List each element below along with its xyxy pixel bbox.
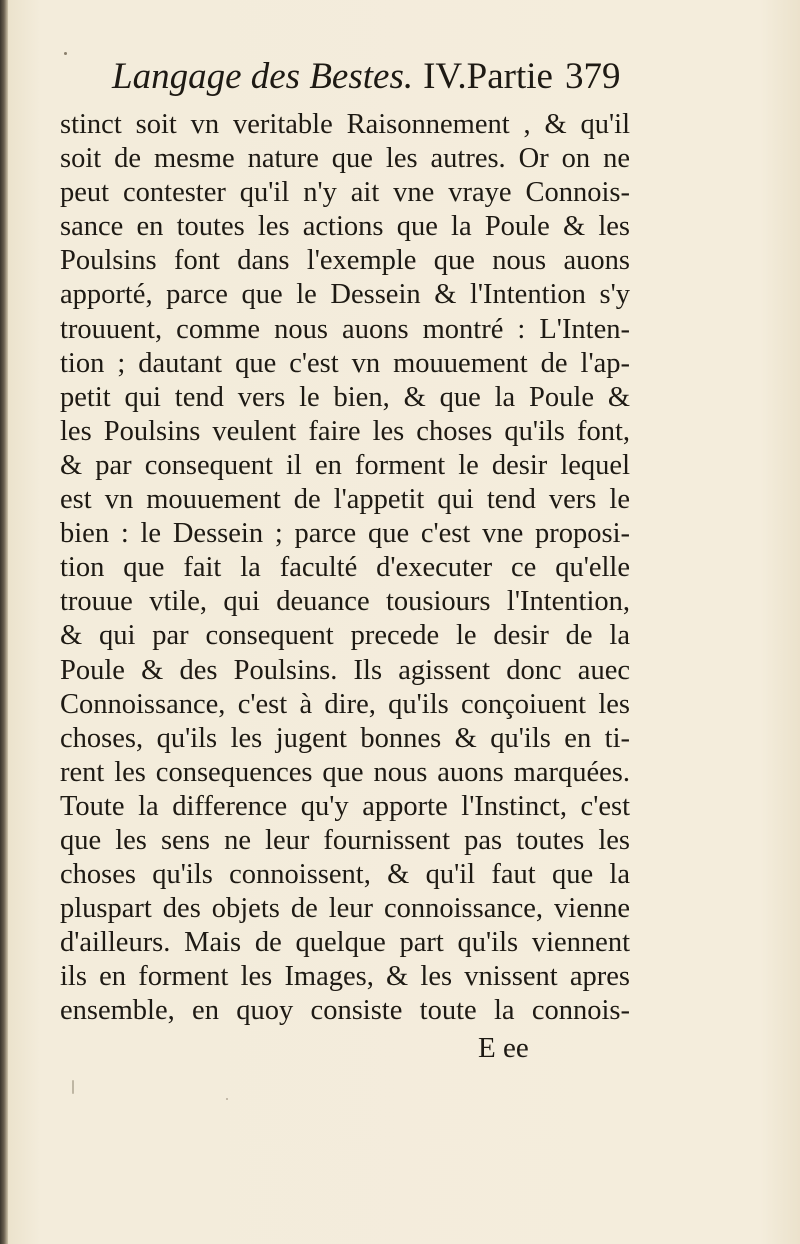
- text-line: & qui par consequent precede le desir de la: [60, 620, 630, 652]
- text-line: soit de mesme nature que les autres. Or on ne: [60, 143, 630, 175]
- text-line: tion que fait la faculté d'executer ce qu'elle: [60, 552, 630, 584]
- text-line: ensemble, en quoy consiste toute la connois-: [60, 995, 630, 1027]
- text-line: Poule & des Poulsins. Ils agissent donc auec: [60, 654, 630, 686]
- part-label: IV.Partie: [423, 56, 553, 97]
- page-gutter-shadow: [0, 0, 8, 1244]
- text-line: choses, qu'ils les jugent bonnes & qu'ils en ti-: [60, 722, 630, 754]
- page-number: 379: [564, 56, 621, 97]
- text-line: sance en toutes les actions que la Poule & les: [60, 211, 630, 243]
- text-line: choses qu'ils connoissent, & qu'il faut que la: [60, 859, 630, 891]
- text-line: petit qui tend vers le bien, & que la Poule &: [60, 381, 630, 413]
- text-line: stinct soit vn veritable Raisonnement , & qu'il: [60, 109, 630, 140]
- text-line: que les sens ne leur fournissent pas toutes les: [60, 824, 630, 856]
- text-line: peut contester qu'il n'y ait vne vraye Connois-: [60, 177, 630, 209]
- text-line: Poulsins font dans l'exemple que nous auons: [60, 245, 630, 277]
- running-header: [112, 52, 652, 102]
- catchword: E ee: [478, 1032, 529, 1064]
- paper-speck: [226, 1098, 228, 1100]
- text-line: & par consequent il en forment le desir lequel: [60, 449, 630, 481]
- paper-speck: [64, 52, 67, 55]
- text-line: pluspart des objets de leur connoissance, vienne: [60, 893, 630, 925]
- body-text: [60, 108, 630, 1029]
- text-line: Toute la difference qu'y apporte l'Instinct, c'est: [60, 790, 630, 822]
- text-line: trouuent, comme nous auons montré : L'Inten-: [60, 313, 630, 345]
- text-line: les Poulsins veulent faire les choses qu'ils font,: [60, 415, 630, 447]
- text-line: ils en forment les Images, & les vnissent apres: [60, 961, 630, 993]
- text-line: trouue vtile, qui deuance tousiours l'Intention,: [60, 586, 630, 618]
- paper-speck: [72, 1080, 74, 1094]
- text-line: bien : le Dessein ; parce que c'est vne proposi-: [60, 518, 630, 550]
- text-line: rent les consequences que nous auons marquées.: [60, 756, 630, 788]
- text-line: d'ailleurs. Mais de quelque part qu'ils viennent: [60, 927, 630, 959]
- running-title: Langage des Bestes.: [112, 56, 414, 97]
- text-line: apporté, parce que le Dessein & l'Intention s'y: [60, 279, 630, 311]
- text-line: Connoissance, c'est à dire, qu'ils conçoiuent les: [60, 688, 630, 720]
- text-line: est vn mouuement de l'appetit qui tend vers le: [60, 484, 630, 516]
- text-line: tion ; dautant que c'est vn mouuement de l'ap-: [60, 347, 630, 379]
